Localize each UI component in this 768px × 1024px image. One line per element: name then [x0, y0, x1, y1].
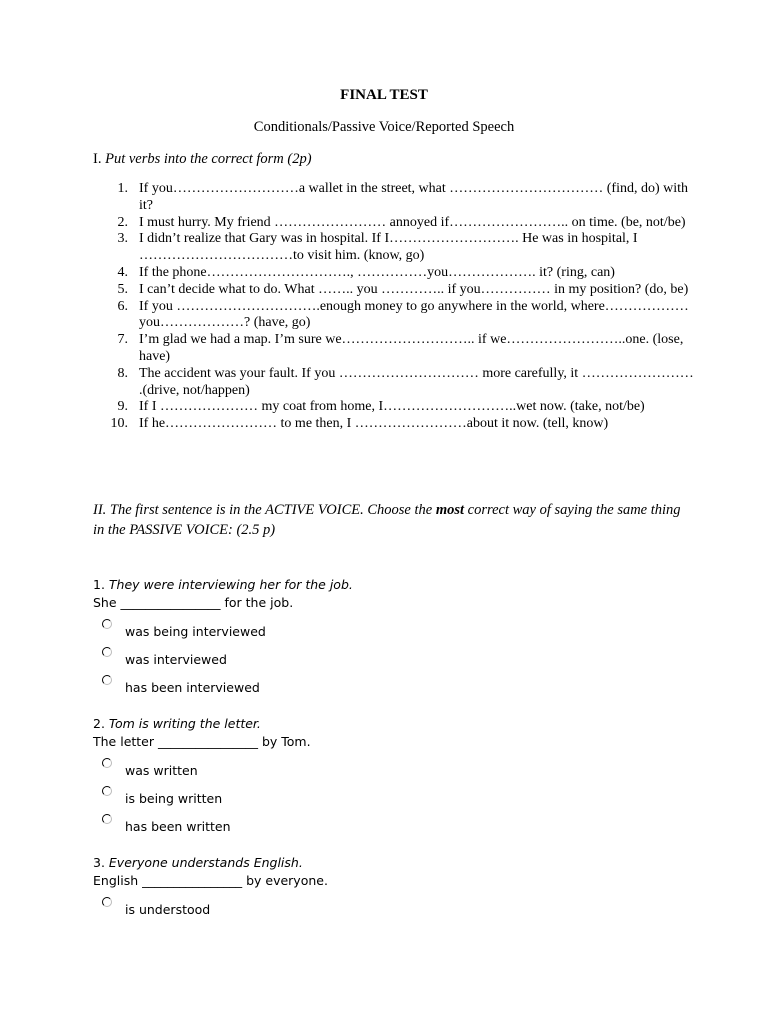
active-sentence: Tom is writing the letter. [108, 716, 261, 731]
item-text: I must hurry. My friend …………………… annoyed if…………………….. on time. (be, not/be) [139, 214, 686, 230]
option-label: is being written [125, 791, 223, 806]
item-text: If I ………………… my coat from home, I………………………..wet now. (take, not/be) [139, 399, 645, 415]
section-2-text-after: correct way of saying the same thing in the PASSIVE VOICE: (2.5 p) [93, 502, 681, 538]
item-text: If you ………………………….enough money to go anywhere in the world, where……………… you………………? (have, go) [139, 298, 689, 331]
question-3 [93, 854, 328, 922]
item-text: The accident was your fault. If you ………………………… more carefully, it …………………… .(drive, not/happen) [139, 365, 694, 398]
answer-option[interactable] [93, 783, 311, 811]
list-item [100, 265, 700, 282]
list-item [100, 332, 700, 366]
radio-button-icon[interactable] [102, 675, 112, 685]
item-text: I can’t decide what to do. What …….. you ………….. if you…………… in my position? (do, be) [139, 281, 689, 297]
question-number: 1. [93, 577, 109, 592]
item-number: 10. [110, 416, 128, 432]
answer-option[interactable] [93, 672, 353, 700]
list-item [100, 299, 700, 333]
question-prompt [93, 715, 311, 733]
item-text: If the phone…………………………., ……………you………………. it? (ring, can) [139, 264, 615, 280]
list-item [100, 215, 700, 232]
section-2-heading [93, 500, 693, 540]
answer-option[interactable] [93, 894, 328, 922]
question-prompt [93, 854, 328, 872]
active-sentence: Everyone understands English. [108, 855, 303, 870]
section-1-instruction: Put verbs into the correct form (2p) [105, 151, 312, 167]
section-2-emphasis: most [435, 502, 465, 518]
option-label: has been interviewed [125, 680, 260, 695]
section-1-numeral: I. [93, 151, 106, 167]
list-item [100, 399, 700, 416]
option-label: has been written [125, 819, 231, 834]
list-item [100, 366, 700, 400]
radio-button-icon[interactable] [102, 814, 112, 824]
answer-option[interactable] [93, 616, 353, 644]
radio-button-icon[interactable] [102, 647, 112, 657]
item-number: 3. [117, 231, 128, 247]
radio-button-icon[interactable] [102, 619, 112, 629]
option-label: was interviewed [125, 652, 227, 667]
item-number: 8. [117, 365, 128, 381]
answer-option[interactable] [93, 811, 311, 839]
item-number: 4. [117, 264, 128, 280]
item-number: 6. [117, 298, 128, 314]
active-sentence: They were interviewing her for the job. [108, 577, 353, 592]
item-number: 9. [117, 399, 128, 415]
passive-sentence: English ________________ by everyone. [93, 873, 328, 888]
radio-button-icon[interactable] [102, 758, 112, 768]
page-title: FINAL TEST [340, 87, 428, 103]
item-text: I didn’t realize that Gary was in hospital. If I………………………. He was in hospital, I ……………………………to visit him. (know, go) [139, 231, 638, 264]
passive-sentence: She ________________ for the job. [93, 595, 294, 610]
radio-button-icon[interactable] [102, 786, 112, 796]
question-number: 2. [93, 716, 109, 731]
option-label: is understood [125, 902, 211, 917]
question-2 [93, 715, 311, 839]
section-2-text-before: II. The first sentence is in the ACTIVE VOICE. Choose the [93, 502, 436, 518]
answer-option[interactable] [93, 644, 353, 672]
item-text: If he…………………… to me then, I ……………………about it now. (tell, know) [139, 416, 609, 432]
item-number: 7. [117, 332, 128, 348]
question-1 [93, 576, 353, 700]
answer-option[interactable] [93, 755, 311, 783]
radio-button-icon[interactable] [102, 897, 112, 907]
list-item [100, 282, 700, 299]
conditionals-exercise-list [100, 181, 700, 433]
item-number: 2. [117, 214, 128, 230]
page-subtitle: Conditionals/Passive Voice/Reported Speech [253, 119, 515, 135]
passive-sentence: The letter ________________ by Tom. [93, 734, 311, 749]
item-text: I’m glad we had a map. I’m sure we……………………….. if we……………………..one. (lose, have) [139, 332, 684, 364]
option-label: was written [125, 763, 198, 778]
item-number: 1. [117, 181, 128, 196]
item-text: If you………………………a wallet in the street, what …………………………… (find, do) with it? [139, 181, 689, 213]
list-item [100, 231, 700, 265]
section-1-heading [93, 151, 312, 168]
list-item [100, 416, 700, 433]
item-number: 5. [117, 281, 128, 297]
question-prompt [93, 576, 353, 594]
list-item [100, 181, 700, 215]
option-label: was being interviewed [125, 624, 266, 639]
question-number: 3. [93, 855, 109, 870]
